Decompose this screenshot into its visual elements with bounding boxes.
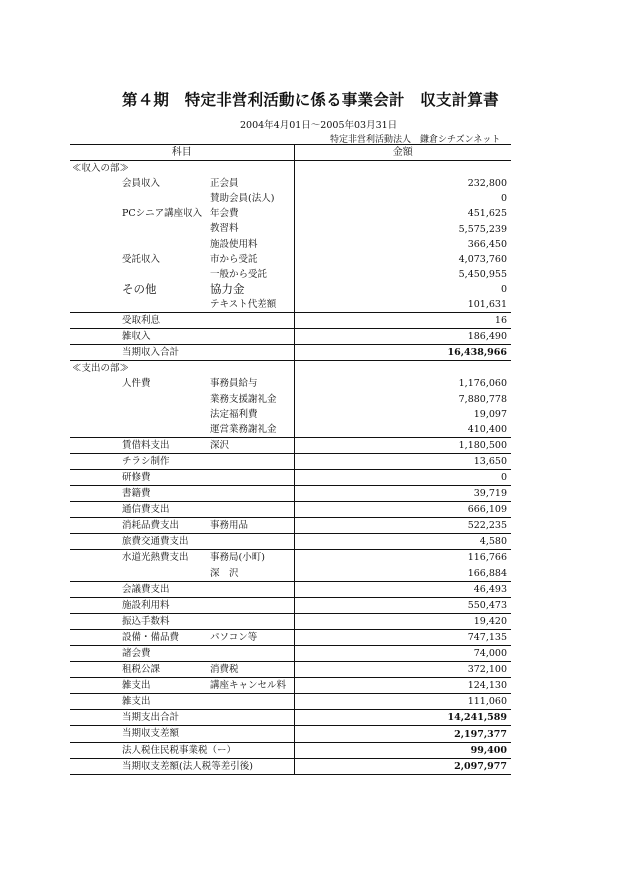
table-row (70, 486, 511, 502)
subcategory-label: 賛助会員(法人) (210, 193, 275, 205)
subcategory-label: 運営業務謝礼金 (210, 423, 277, 435)
amount-cell: 166,884 (467, 567, 507, 579)
amount-cell: 2,197,377 (294, 726, 511, 742)
table-row (70, 453, 511, 469)
subject-cell (70, 345, 294, 361)
subject-cell (70, 267, 294, 282)
subject-cell (70, 758, 294, 774)
table-row (70, 534, 511, 550)
amount-cell: 39,719 (294, 486, 511, 502)
table-row (70, 422, 511, 438)
table-row (70, 376, 511, 391)
subcategory-label: 講座キャンセル料 (210, 680, 287, 692)
total-row (70, 758, 511, 774)
amount-cell: 232,800 (467, 178, 507, 190)
subject-cell (70, 550, 294, 566)
category-label: 雑支出 (122, 680, 151, 692)
subject-cell (70, 646, 294, 662)
document-title: 第４期 特定非営利活動に係る事業会計 収支計算書 (122, 90, 499, 109)
subcategory-label: 協力金 (210, 281, 245, 296)
category-label: 賃借料支出 (122, 439, 170, 451)
subject-cell (70, 726, 294, 742)
table-row (70, 221, 511, 236)
section-heading: ≪支出の部≫ (72, 363, 130, 375)
section-row (70, 361, 511, 377)
table-row (70, 502, 511, 518)
amount-cell: 5,575,239 (458, 223, 507, 235)
amount-cell: 451,625 (467, 208, 507, 220)
category-label: 会員収入 (122, 178, 161, 190)
subject-cell (70, 710, 294, 726)
subject-cell (70, 161, 294, 177)
subject-cell (70, 662, 294, 678)
amount-cell: 186,490 (294, 329, 511, 345)
subject-cell (70, 597, 294, 613)
subject-cell (70, 534, 294, 550)
table-row (70, 613, 511, 629)
table-row (70, 694, 511, 710)
table-row (70, 252, 511, 267)
table-header-row (70, 145, 511, 161)
subject-cell (70, 613, 294, 629)
subject-cell (70, 376, 294, 391)
subject-cell (70, 206, 294, 221)
amount-cell: 116,766 (294, 550, 511, 566)
subject-cell (70, 361, 294, 377)
subcategory-label: 事務局(小町) (210, 552, 265, 564)
table-row (70, 329, 511, 345)
table-row (70, 206, 511, 221)
fiscal-period: 2004年4月01日～2005年03月31日 (240, 120, 398, 131)
amount-cell: 4,580 (294, 534, 511, 550)
subcategory-label: 施設使用料 (210, 238, 258, 250)
subcategory-label: 深 沢 (210, 567, 239, 579)
section-heading: ≪収入の部≫ (72, 163, 130, 175)
category-label: 租税公課 (122, 664, 161, 676)
category-label: 設備・備品費 (122, 631, 180, 643)
subject-cell (70, 566, 294, 582)
table-row (70, 297, 511, 313)
amount-cell: 366,450 (467, 238, 507, 250)
amount-cell: 747,135 (294, 629, 511, 645)
subject-cell (70, 191, 294, 206)
table-row (70, 469, 511, 485)
table-row (70, 392, 511, 407)
table-row (70, 646, 511, 662)
category-label: 振込手数料 (122, 615, 170, 627)
amount-cell: 46,493 (294, 581, 511, 597)
subcategory-label: テキスト代差額 (210, 298, 277, 310)
subject-cell (70, 502, 294, 518)
amount-column-header: 金額 (294, 145, 511, 161)
category-label: チラシ制作 (122, 455, 170, 467)
category-label: 受託収入 (122, 253, 161, 265)
amount-cell: 16 (294, 313, 511, 329)
subcategory-label: 法定福利費 (210, 408, 258, 420)
subcategory-label: 深沢 (210, 439, 230, 451)
subject-cell (70, 629, 294, 645)
amount-cell: 19,097 (473, 408, 507, 420)
category-label: 通信費支出 (122, 504, 170, 516)
amount-cell: 5,450,955 (458, 268, 507, 280)
table-row (70, 581, 511, 597)
amount-cell: 0 (294, 469, 511, 485)
subject-cell (70, 581, 294, 597)
subject-cell (70, 407, 294, 422)
amount-cell: 666,109 (294, 502, 511, 518)
table-row (70, 597, 511, 613)
table-row (70, 518, 511, 534)
amount-cell: 1,176,060 (458, 378, 507, 390)
subject-cell (70, 422, 294, 438)
amount-cell: 111,060 (294, 694, 511, 710)
amount-cell (294, 161, 511, 177)
category-label: 法人税住民税事業税（ー） (122, 744, 237, 756)
table-row (70, 437, 511, 453)
organization-name: 特定非営利活動法人 鎌倉シチズンネット (330, 135, 501, 145)
category-label: 書籍費 (122, 488, 151, 500)
category-label: 受取利息 (122, 315, 161, 327)
subject-cell (70, 486, 294, 502)
amount-cell: 124,130 (294, 678, 511, 694)
table-row (70, 629, 511, 645)
subject-cell (70, 518, 294, 534)
category-label: 研修費 (122, 471, 151, 483)
category-label: 当期収支差額(法人税等差引後) (122, 760, 253, 772)
category-label: 雑収入 (122, 331, 151, 343)
subcategory-label: 市から受託 (210, 253, 258, 265)
total-row (70, 345, 511, 361)
amount-cell: 7,880,778 (458, 393, 507, 405)
amount-cell: 19,420 (294, 613, 511, 629)
amount-cell (294, 361, 511, 377)
table-row (70, 662, 511, 678)
subcategory-label: 事務用品 (210, 520, 249, 532)
section-row (70, 161, 511, 177)
subject-cell (70, 297, 294, 313)
table-row (70, 267, 511, 282)
income-expense-table (70, 144, 511, 775)
amount-cell: 16,438,966 (294, 345, 511, 361)
subject-cell (70, 437, 294, 453)
subcategory-label: 業務支援謝礼金 (210, 393, 277, 405)
category-label: 人件費 (122, 378, 151, 390)
table-row (70, 191, 511, 206)
subject-cell (70, 678, 294, 694)
table-row (70, 282, 511, 297)
category-label: 会議費支出 (122, 583, 170, 595)
amount-cell: 372,100 (294, 662, 511, 678)
category-label: 雑支出 (122, 696, 151, 708)
category-label: 当期収入合計 (122, 347, 180, 359)
category-label: 消耗品費支出 (122, 520, 180, 532)
amount-cell: 1,180,500 (294, 437, 511, 453)
subject-cell (70, 453, 294, 469)
total-row (70, 742, 511, 758)
amount-cell: 13,650 (294, 453, 511, 469)
category-label: その他 (122, 281, 157, 296)
subject-cell (70, 221, 294, 236)
subcategory-label: 年会費 (210, 208, 239, 220)
amount-cell: 522,235 (294, 518, 511, 534)
table-row (70, 678, 511, 694)
subject-cell (70, 694, 294, 710)
table-row (70, 407, 511, 422)
category-label: 当期収支差額 (122, 728, 180, 740)
table-row (70, 176, 511, 191)
amount-cell: 410,400 (467, 423, 507, 435)
amount-cell: 0 (500, 283, 507, 295)
subject-cell (70, 176, 294, 191)
subject-cell (70, 282, 294, 297)
subject-cell (70, 252, 294, 267)
subject-cell (70, 329, 294, 345)
amount-cell: 0 (500, 193, 507, 205)
category-label: 施設利用料 (122, 599, 170, 611)
amount-cell: 14,241,589 (294, 710, 511, 726)
subject-cell (70, 469, 294, 485)
subcategory-label: 教習料 (210, 223, 239, 235)
category-label: 旅費交通費支出 (122, 536, 189, 548)
subject-cell (70, 313, 294, 329)
subject-cell (70, 237, 294, 252)
amount-cell: 550,473 (294, 597, 511, 613)
category-label: 諸会費 (122, 648, 151, 659)
subject-cell (70, 742, 294, 758)
table-row (70, 566, 511, 582)
category-label: 当期支出合計 (122, 712, 180, 724)
amount-cell: 74,000 (294, 646, 511, 662)
subject-column-header: 科目 (70, 145, 294, 161)
amount-cell: 2,097,977 (294, 758, 511, 774)
table-row (70, 313, 511, 329)
category-label: PCシニア講座収入 (122, 208, 203, 220)
subcategory-label: パソコン等 (210, 631, 258, 643)
table-row (70, 237, 511, 252)
amount-cell: 4,073,760 (458, 253, 507, 265)
category-label: 水道光熱費支出 (122, 552, 189, 564)
total-row (70, 726, 511, 742)
total-row (70, 710, 511, 726)
subcategory-label: 正会員 (210, 178, 239, 190)
table-row (70, 550, 511, 566)
amount-cell: 101,631 (467, 298, 507, 310)
subcategory-label: 消費税 (210, 664, 239, 676)
subcategory-label: 一般から受託 (210, 268, 268, 280)
amount-cell: 99,400 (294, 742, 511, 758)
subject-cell (70, 392, 294, 407)
subcategory-label: 事務員給与 (210, 378, 258, 390)
